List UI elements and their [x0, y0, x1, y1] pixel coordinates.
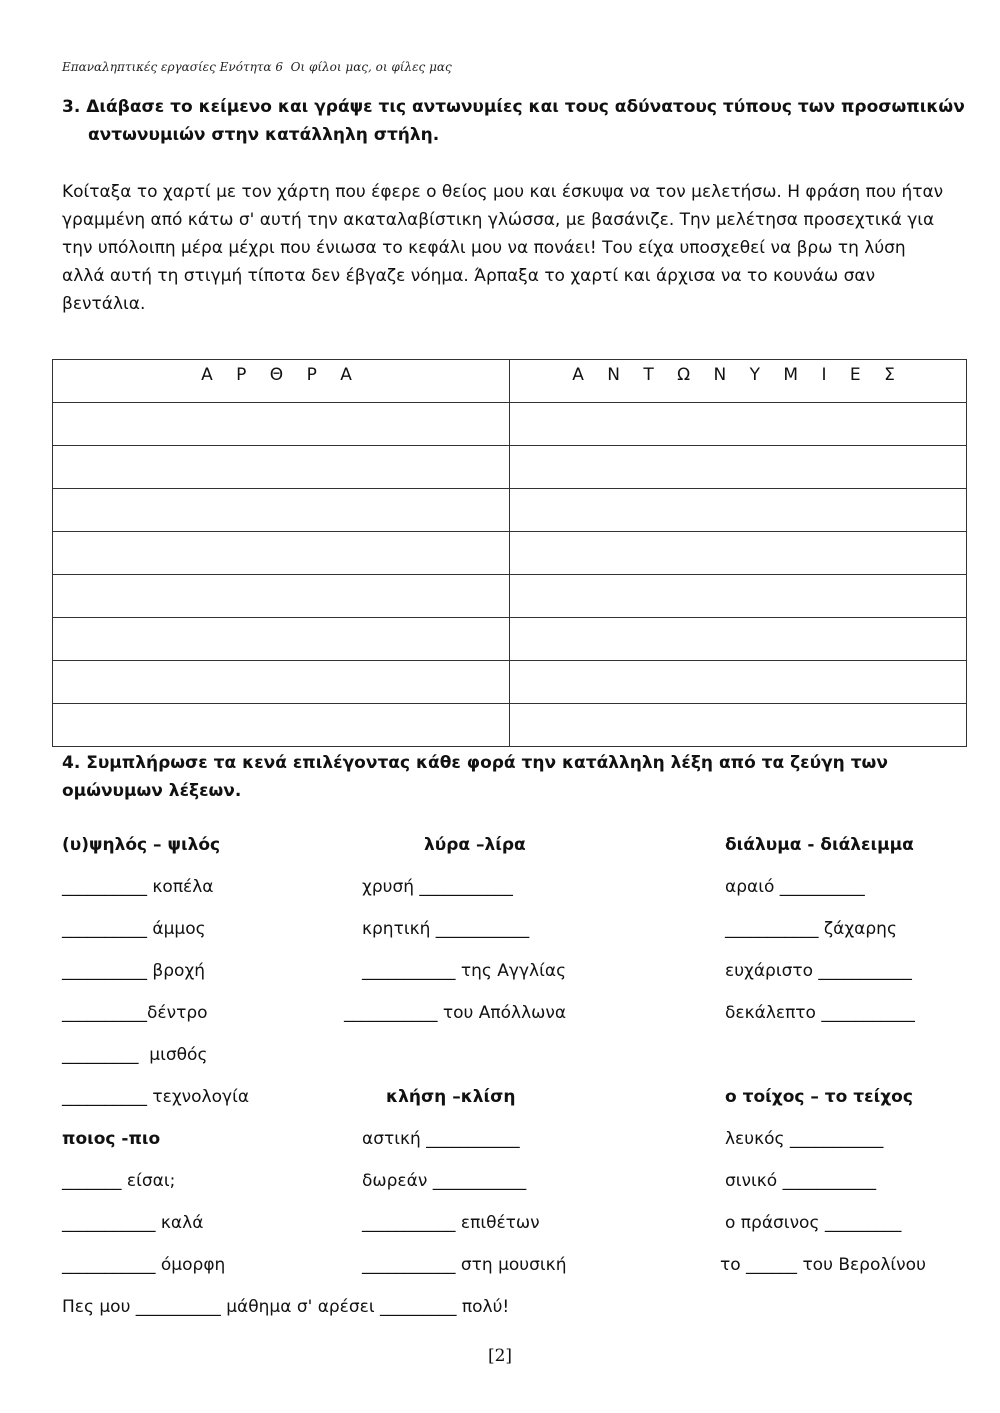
fill-blank-item[interactable]: __________δέντρο: [62, 1003, 208, 1023]
pair-heading-toichos: ο τοίχος – το τείχος: [725, 1087, 913, 1107]
answer-cell[interactable]: [53, 403, 510, 446]
answer-cell[interactable]: [53, 704, 510, 747]
answer-cell[interactable]: [510, 704, 967, 747]
pair-heading-ypsilos: (υ)ψηλός – ψιλός: [62, 835, 221, 855]
answer-cell[interactable]: [510, 489, 967, 532]
answer-cell[interactable]: [53, 532, 510, 575]
fill-blank-item[interactable]: ___________ όμορφη: [62, 1255, 226, 1275]
pair-heading-klisi: κλήση –κλίση: [386, 1087, 516, 1107]
fill-blank-item[interactable]: ___________ της Αγγλίας: [362, 961, 567, 981]
fill-blank-item[interactable]: ___________ ζάχαρης: [725, 919, 897, 939]
answer-cell[interactable]: [53, 446, 510, 489]
fill-blank-item[interactable]: __________ βροχή: [62, 961, 206, 981]
pair-heading-lyra: λύρα –λίρα: [424, 835, 526, 855]
answer-cell[interactable]: [510, 618, 967, 661]
fill-blank-item[interactable]: αραιό __________: [725, 877, 865, 897]
answer-cell[interactable]: [510, 575, 967, 618]
fill-blank-item[interactable]: __________ άμμος: [62, 919, 206, 939]
answer-cell[interactable]: [53, 489, 510, 532]
fill-blank-item[interactable]: ___________ επιθέτων: [362, 1213, 540, 1233]
question-4-line-1: 4. Συμπλήρωσε τα κενά επιλέγοντας κάθε φορά την κατάλληλη λέξη από τα ζεύγη των: [62, 753, 888, 773]
pair-heading-poios: ποιος -πιο: [62, 1129, 161, 1149]
answer-cell[interactable]: [510, 532, 967, 575]
question-3-line-2: αντωνυμιών στην κατάλληλη στήλη.: [88, 125, 440, 145]
column-header-pronouns: Α Ν Τ Ω Ν Υ Μ Ι Ε Σ: [510, 360, 967, 403]
answer-cell[interactable]: [53, 618, 510, 661]
fill-blank-item[interactable]: _________ μισθός: [62, 1045, 208, 1065]
answer-cell[interactable]: [510, 446, 967, 489]
fill-blank-item[interactable]: ευχάριστο ___________: [725, 961, 912, 981]
answer-cell[interactable]: [53, 575, 510, 618]
fill-blank-item[interactable]: ο πράσινος _________: [725, 1213, 902, 1233]
fill-blank-item[interactable]: χρυσή ___________: [362, 877, 513, 897]
final-sentence[interactable]: Πες μου __________ μάθημα σ' αρέσει _________ πολύ!: [62, 1297, 510, 1317]
page-header: Επαναληπτικές εργασίες Ενότητα 6 Οι φίλοι μας, οι φίλες μας: [62, 60, 452, 74]
question-4-line-2: ομώνυμων λέξεων.: [62, 781, 242, 801]
answer-table: [52, 359, 967, 747]
answer-cell[interactable]: [53, 661, 510, 704]
fill-blank-item[interactable]: δεκάλεπτο ___________: [725, 1003, 915, 1023]
fill-blank-item[interactable]: δωρεάν ___________: [362, 1171, 527, 1191]
column-header-articles: Α Ρ Θ Ρ Α: [53, 360, 510, 403]
fill-blank-item[interactable]: ___________ του Απόλλωνα: [344, 1003, 567, 1023]
reading-passage: Κοίταξα το χαρτί με τον χάρτη που έφερε ο θείος μου και έσκυψα να τον μελετήσω. Η φράση που ήταν γραμμένη από κάτω σ' αυτή την ακαταλαβίστικη γλώσσα, με βασάνιζε. Την μελέτησα προσεχτικά για την υπόλοιπη μέρα μέχρι που ένιωσα το κεφάλι μου να πονάει! Του είχα υποσχεθεί να βρω τη λύση αλλά αυτή τη στιγμή τίποτα δεν έβγαζε νόημα. Άρπαξα το χαρτί και άρχισα να το κουνάω σαν βεντάλια.: [62, 182, 944, 314]
answer-cell[interactable]: [510, 403, 967, 446]
question-3-line-1: 3. Διάβασε το κείμενο και γράψε τις αντωνυμίες και τους αδύνατους τύπους των προσωπικών: [62, 97, 965, 117]
fill-blank-item[interactable]: λευκός ___________: [725, 1129, 884, 1149]
fill-blank-item[interactable]: σινικό ___________: [725, 1171, 877, 1191]
pair-heading-dialyma: διάλυμα - διάλειμμα: [725, 835, 914, 855]
fill-blank-item[interactable]: ___________ καλά: [62, 1213, 204, 1233]
fill-blank-item[interactable]: κρητική ___________: [362, 919, 530, 939]
answer-cell[interactable]: [510, 661, 967, 704]
fill-blank-item[interactable]: το ______ του Βερολίνου: [720, 1255, 926, 1275]
fill-blank-item[interactable]: __________ τεχνολογία: [62, 1087, 250, 1107]
fill-blank-item[interactable]: __________ κοπέλα: [62, 877, 214, 897]
page-number: [2]: [487, 1346, 513, 1366]
fill-blank-item[interactable]: αστική ___________: [362, 1129, 520, 1149]
fill-blank-item[interactable]: _______ είσαι;: [62, 1171, 176, 1191]
fill-blank-item[interactable]: ___________ στη μουσική: [362, 1255, 567, 1275]
